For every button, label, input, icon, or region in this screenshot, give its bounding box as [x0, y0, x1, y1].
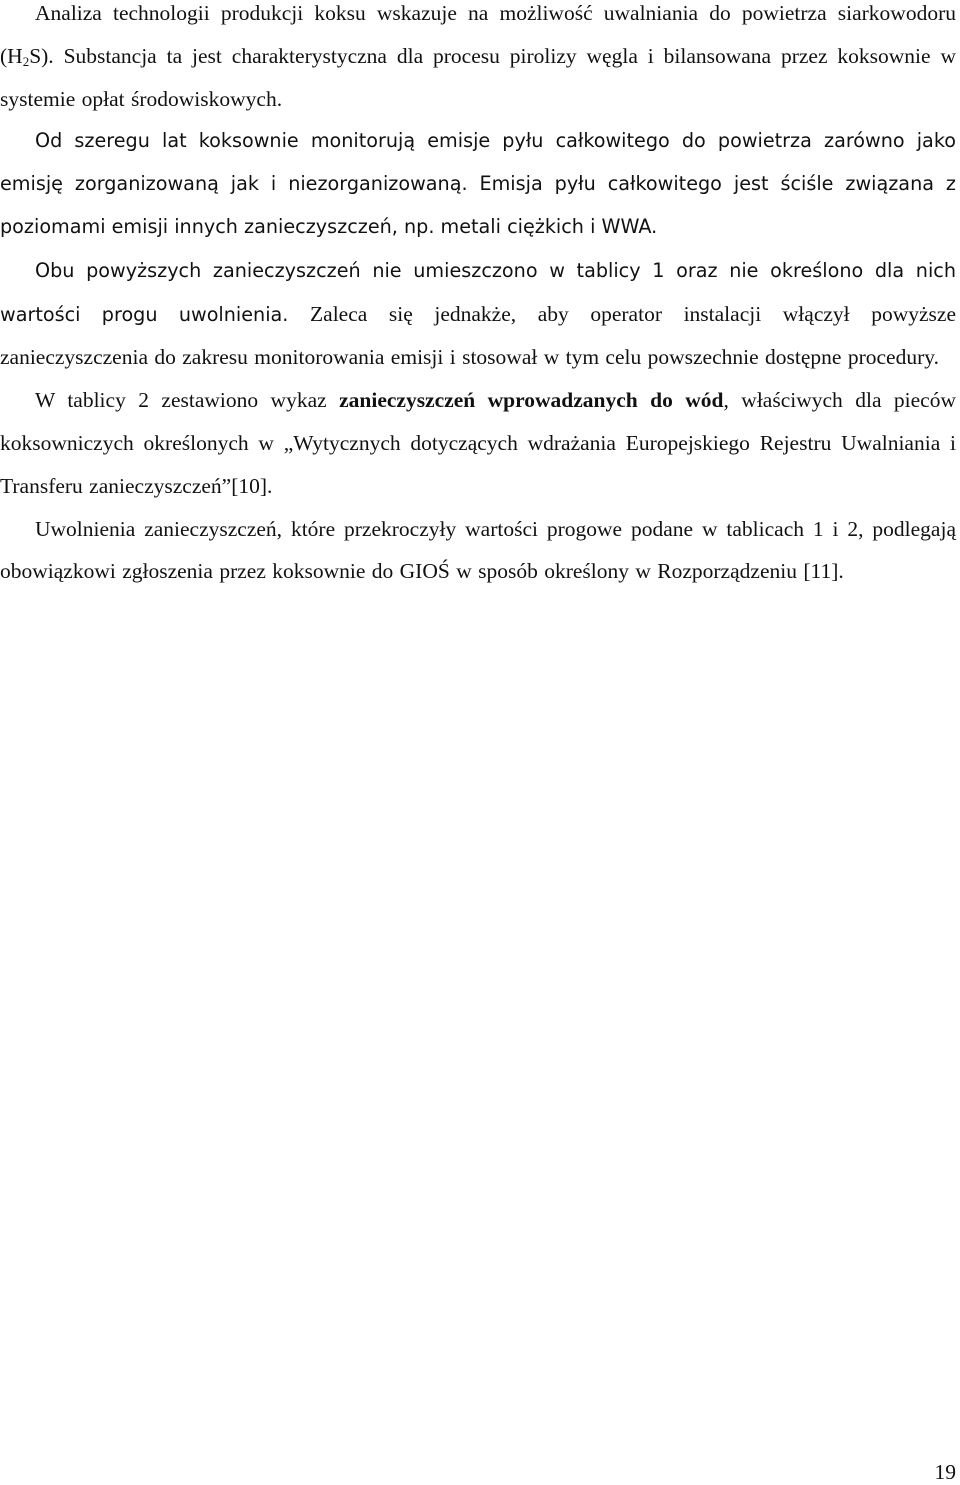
paragraph-hydrogen-sulfide — [0, 0, 956, 120]
document-body — [0, 0, 956, 593]
paragraph-1-text-start: Analiza technologii produkcji koksu wskazuje na możliwość uwalniania do powietrza siarkowodoru (H — [0, 1, 956, 68]
paragraph-3-serif-text: Zaleca się jednakże, aby operator instalacji włączył powyższe zanieczyszczenia do zakresu monitorowania emisji i stosował w tym celu powszechnie dostępne procedury. — [0, 301, 956, 370]
paragraph-4-text-end: , właściwych dla pieców koksowniczych określonych w „Wytycznych dotyczących wdrażania Europejskiego Rejestru Uwalniania i Transferu zanieczyszczeń”[10]. — [0, 388, 956, 498]
paragraph-3-sans-text: Obu powyższych zanieczyszczeń nie umieszczono w tablicy 1 oraz nie określono dla nich wartości progu uwolnienia. — [0, 258, 956, 326]
paragraph-4-text-start: W tablicy 2 zestawiono wykaz — [35, 388, 340, 413]
paragraph-release-threshold — [0, 249, 956, 379]
subscript-2: 2 — [22, 53, 30, 69]
paragraph-water-pollutants — [0, 379, 956, 507]
paragraph-1-text-end: S). Substancja ta jest charakterystyczna dla procesu pirolizy węgla i bilansowana przez koksownie w systemie opłat środowiskowych. — [0, 43, 956, 111]
paragraph-reporting-obligation: Uwolnienia zanieczyszczeń, które przekroczyły wartości progowe podane w tablicach 1 i 2, podlegają obowiązkowi zgłoszenia przez koksownie do GIOŚ w sposób określony w Rozporządzeniu [11]. — [0, 516, 956, 584]
bold-water-pollutants: zanieczyszczeń wprowadzanych do wód — [339, 388, 724, 413]
page-number: 19 — [934, 1460, 956, 1484]
paragraph-dust-monitoring: Od szeregu lat koksownie monitorują emisje pyłu całkowitego do powietrza zarówno jako emisję zorganizowaną jak i niezorganizowaną. Emisja pyłu całkowitego jest ściśle związana z poziomami emisji innych zanieczyszczeń, np. metali ciężkich i WWA. — [0, 129, 956, 238]
